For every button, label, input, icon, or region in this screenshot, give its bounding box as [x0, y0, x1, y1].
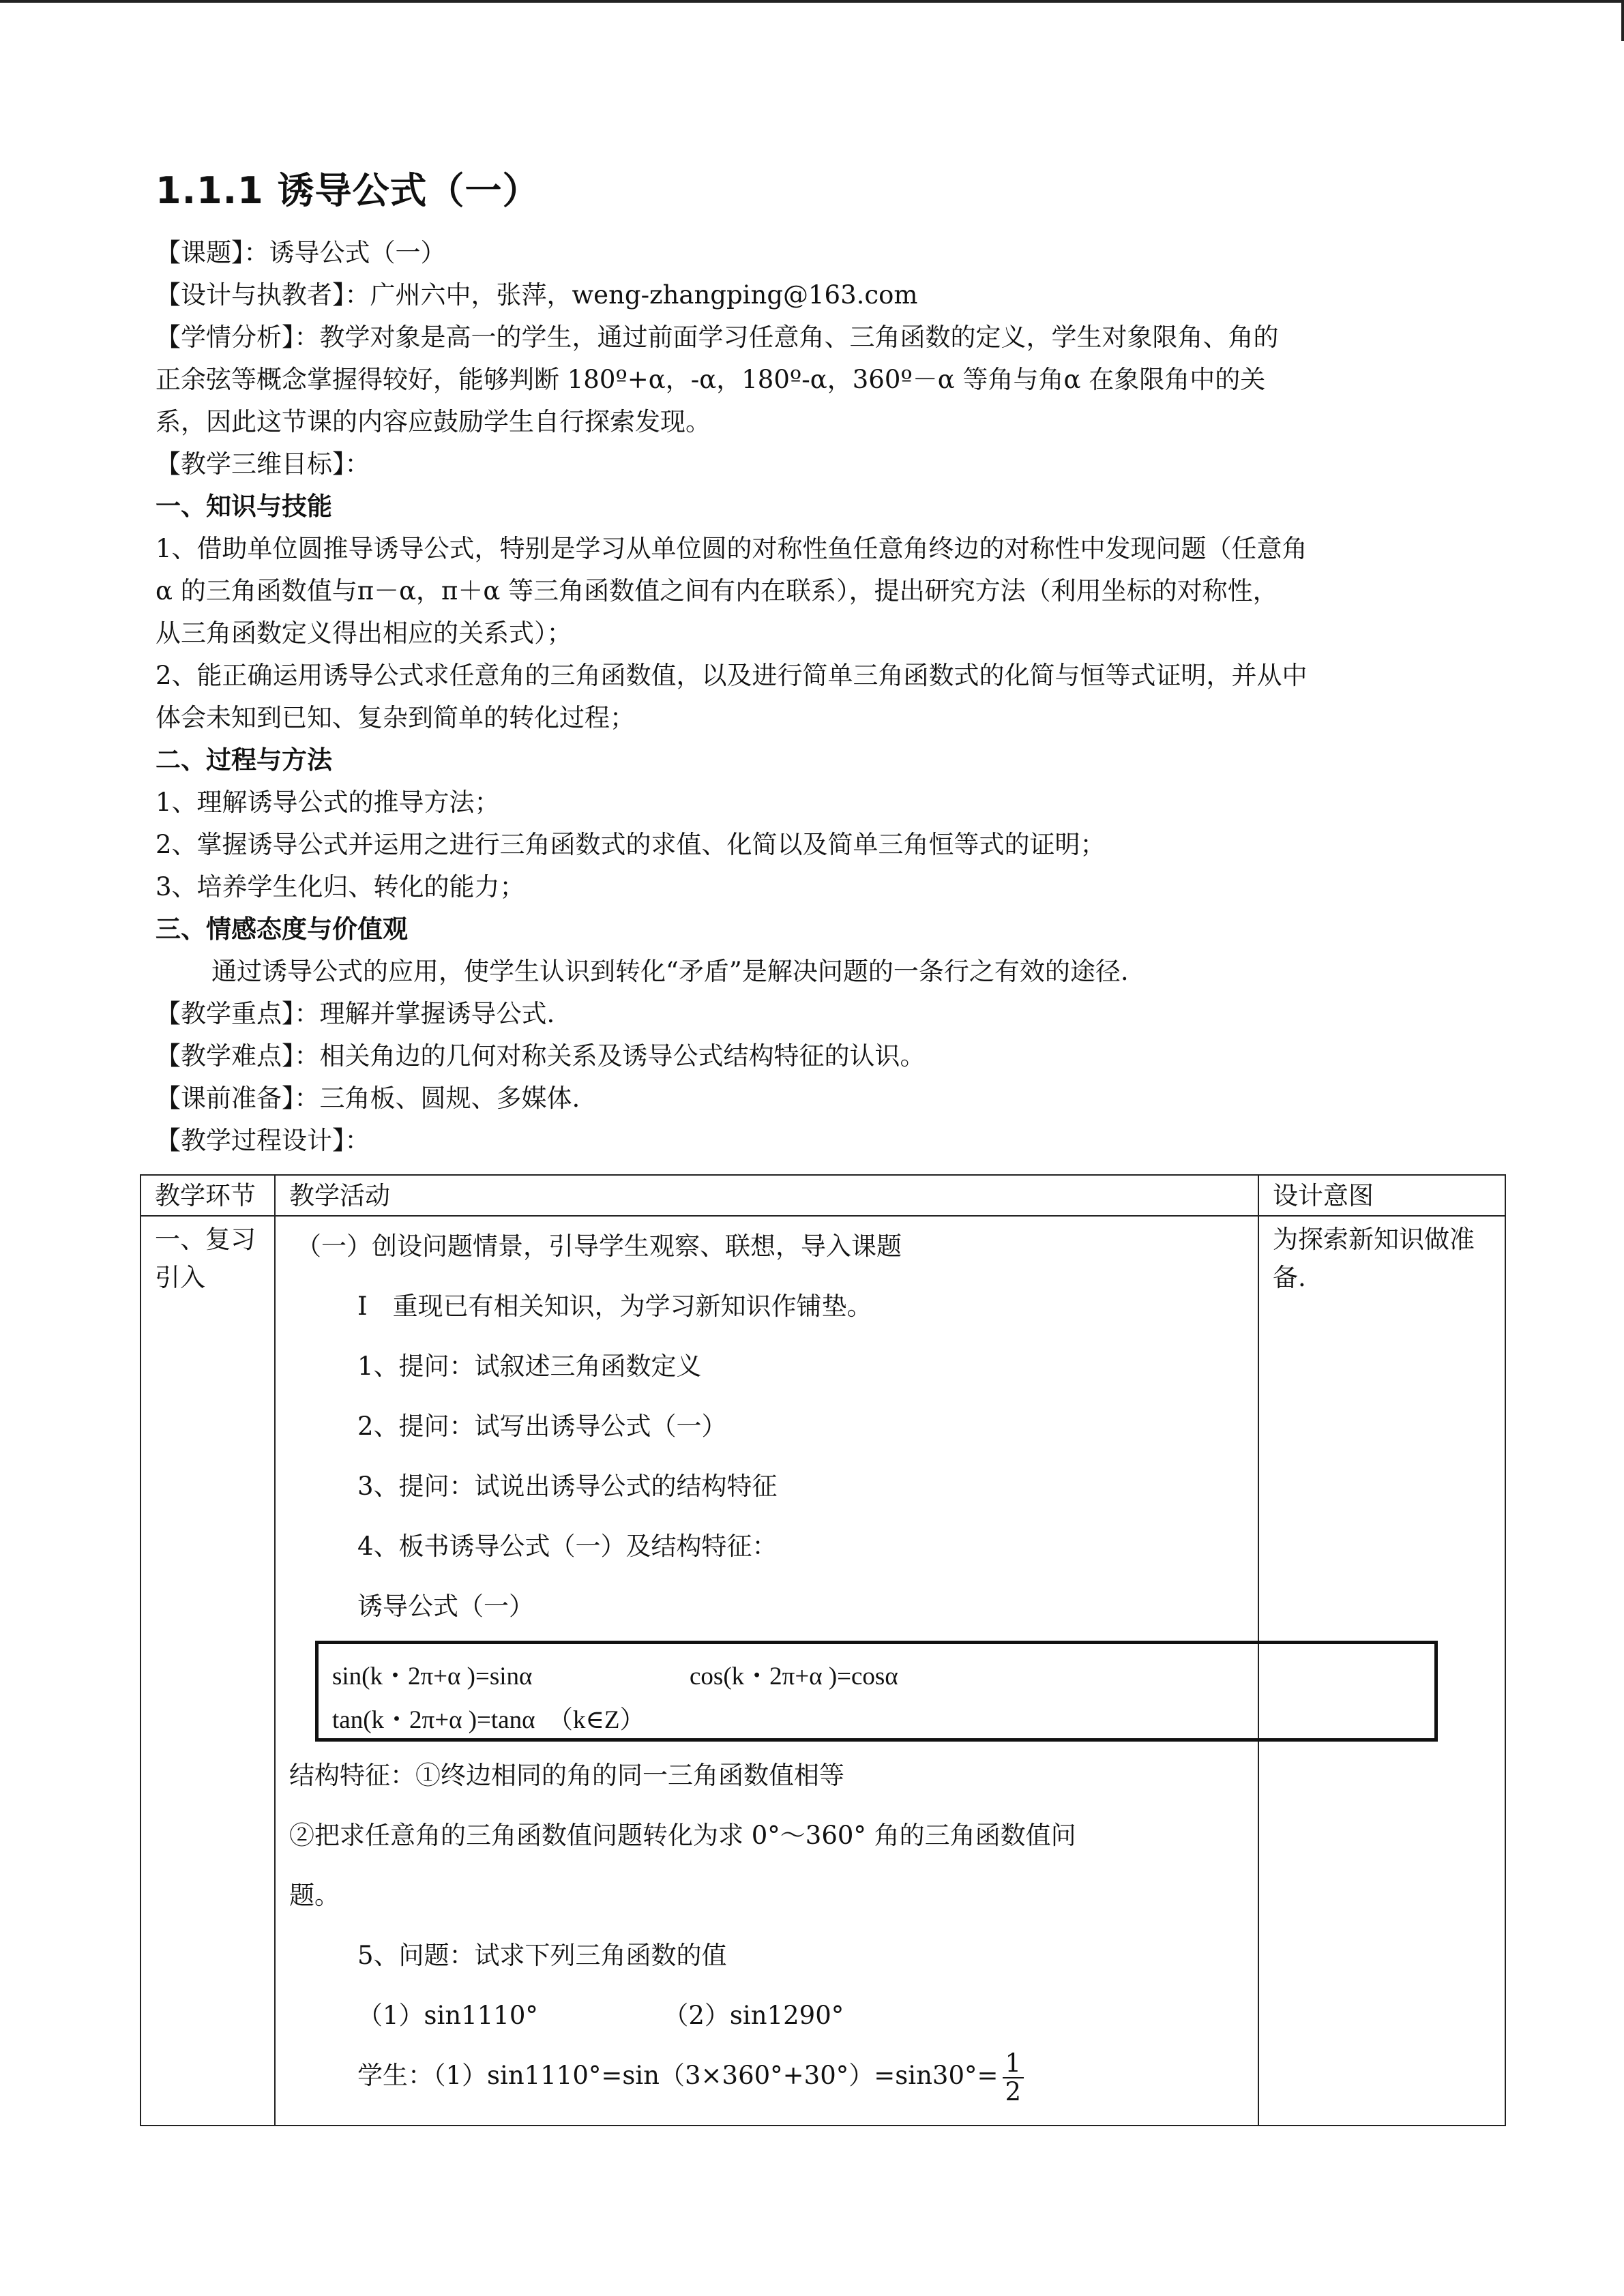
fraction-denominator: 2 — [1005, 2076, 1022, 2106]
activity-question-3: 3、提问：试说出诱导公式的结构特征 — [357, 1472, 778, 1501]
header-intent: 设计意图 — [1258, 1175, 1505, 1216]
exercise-row — [276, 1986, 1258, 2046]
analysis-line-1: 【学情分析】：教学对象是高一的学生，通过前面学习任意角、三角函数的定义，学生对象限角、角的 — [156, 323, 1279, 352]
exercise-1: （1）sin1110° — [357, 2001, 538, 2030]
intent-cell: 为探索新知识做准备. — [1258, 1216, 1505, 2126]
structure-feature-3: 题。 — [289, 1881, 340, 1910]
activity-intro: （一）创设问题情景，引导学生观察、联想，导入课题 — [296, 1232, 902, 1261]
answer-text: 学生：（1）sin1110°=sin（3×360°+30°）=sin30°= — [357, 2061, 999, 2090]
activity-question-1: 1、提问：试叙述三角函数定义 — [357, 1352, 702, 1381]
process-design-heading: 【教学过程设计】： — [156, 1126, 370, 1155]
process-item-3: 3、培养学生化归、转化的能力； — [156, 872, 525, 901]
structure-feature-1: 结构特征：①终边相同的角的同一三角函数值相等 — [289, 1761, 844, 1790]
analysis-line-3: 系，因此这节课的内容应鼓励学生自行探索发现。 — [156, 407, 711, 436]
page-title: 1.1.1 诱导公式（一） — [156, 169, 540, 212]
formula-label: 诱导公式（一） — [357, 1592, 534, 1621]
table-header-row — [141, 1175, 1505, 1216]
activity-board-4: 4、板书诱导公式（一）及结构特征： — [357, 1532, 778, 1561]
knowledge-item-2b: 体会未知到已知、复杂到简单的转化过程； — [156, 703, 635, 732]
activity-question-2: 2、提问：试写出诱导公式（一） — [357, 1412, 727, 1441]
answer-fraction — [1003, 2050, 1024, 2106]
formula-cos: cos(k・2π+α )=cosα — [690, 1663, 898, 1690]
header-activity: 教学活动 — [275, 1175, 1258, 1216]
topic-line: 【课题】：诱导公式（一） — [156, 238, 446, 267]
key-point-line: 【教学重点】：理解并掌握诱导公式. — [156, 999, 555, 1028]
analysis-line-2: 正余弦等概念掌握得较好，能够判断 180º+α，-α，180º-α，360º－α 等角与角α 在象限角中的关 — [156, 365, 1266, 394]
exercise-2: （2）sin1290° — [663, 2001, 844, 2030]
formula-box — [315, 1641, 1438, 1742]
page-side-border — [1621, 0, 1624, 41]
attitude-paragraph: 通过诱导公式的应用，使学生认识到转化“矛盾”是解决问题的一条行之有效的途径. — [211, 957, 1129, 986]
goals-heading: 【教学三维目标】： — [156, 449, 370, 479]
knowledge-item-1c: 从三角函数定义得出相应的关系式）； — [156, 618, 572, 648]
section-process-title: 二、过程与方法 — [156, 745, 332, 775]
page-top-border — [0, 0, 1624, 3]
activity-question-5: 5、问题：试求下列三角函数的值 — [357, 1941, 727, 1970]
difficulty-line: 【教学难点】：相关角边的几何对称关系及诱导公式结构特征的认识。 — [156, 1041, 926, 1071]
knowledge-item-2a: 2、能正确运用诱导公式求任意角的三角函数值，以及进行简单三角函数式的化简与恒等式证明，并从中 — [156, 661, 1308, 690]
process-item-1: 1、理解诱导公式的推导方法； — [156, 788, 500, 817]
section-attitude-title: 三、情感态度与价值观 — [156, 914, 408, 944]
header-stage: 教学环节 — [141, 1175, 275, 1216]
student-answer — [276, 2046, 1258, 2106]
formula-tan: tan(k・2π+α )=tanα （k∈Z） — [332, 1706, 645, 1734]
preparation-line: 【课前准备】：三角板、圆规、多媒体. — [156, 1084, 580, 1113]
designer-line: 【设计与执教者】：广州六中，张萍，weng-zhangping@163.com — [156, 280, 918, 310]
process-item-2: 2、掌握诱导公式并运用之进行三角函数式的求值、化简以及简单三角恒等式的证明； — [156, 830, 1106, 859]
formula-sin: sin(k・2π+α )=sinα — [332, 1663, 533, 1690]
knowledge-item-1a: 1、借助单位圆推导诱导公式，特别是学习从单位圆的对称性鱼任意角终边的对称性中发现问题（任意角 — [156, 534, 1308, 563]
section-knowledge-title: 一、知识与技能 — [156, 492, 332, 521]
stage-cell: 一、复习引入 — [141, 1216, 275, 2126]
structure-feature-2: ②把求任意角的三角函数值问题转化为求 0°～360° 角的三角函数值问 — [289, 1821, 1076, 1850]
document-body — [156, 164, 1513, 1162]
fraction-numerator: 1 — [1003, 2050, 1024, 2078]
knowledge-item-1b: α 的三角函数值与π－α，π＋α 等三角函数值之间有内在联系），提出研究方法（利用坐标的对称性， — [156, 576, 1278, 606]
activity-step-i: I 重现已有相关知识，为学习新知识作铺垫。 — [357, 1292, 872, 1321]
